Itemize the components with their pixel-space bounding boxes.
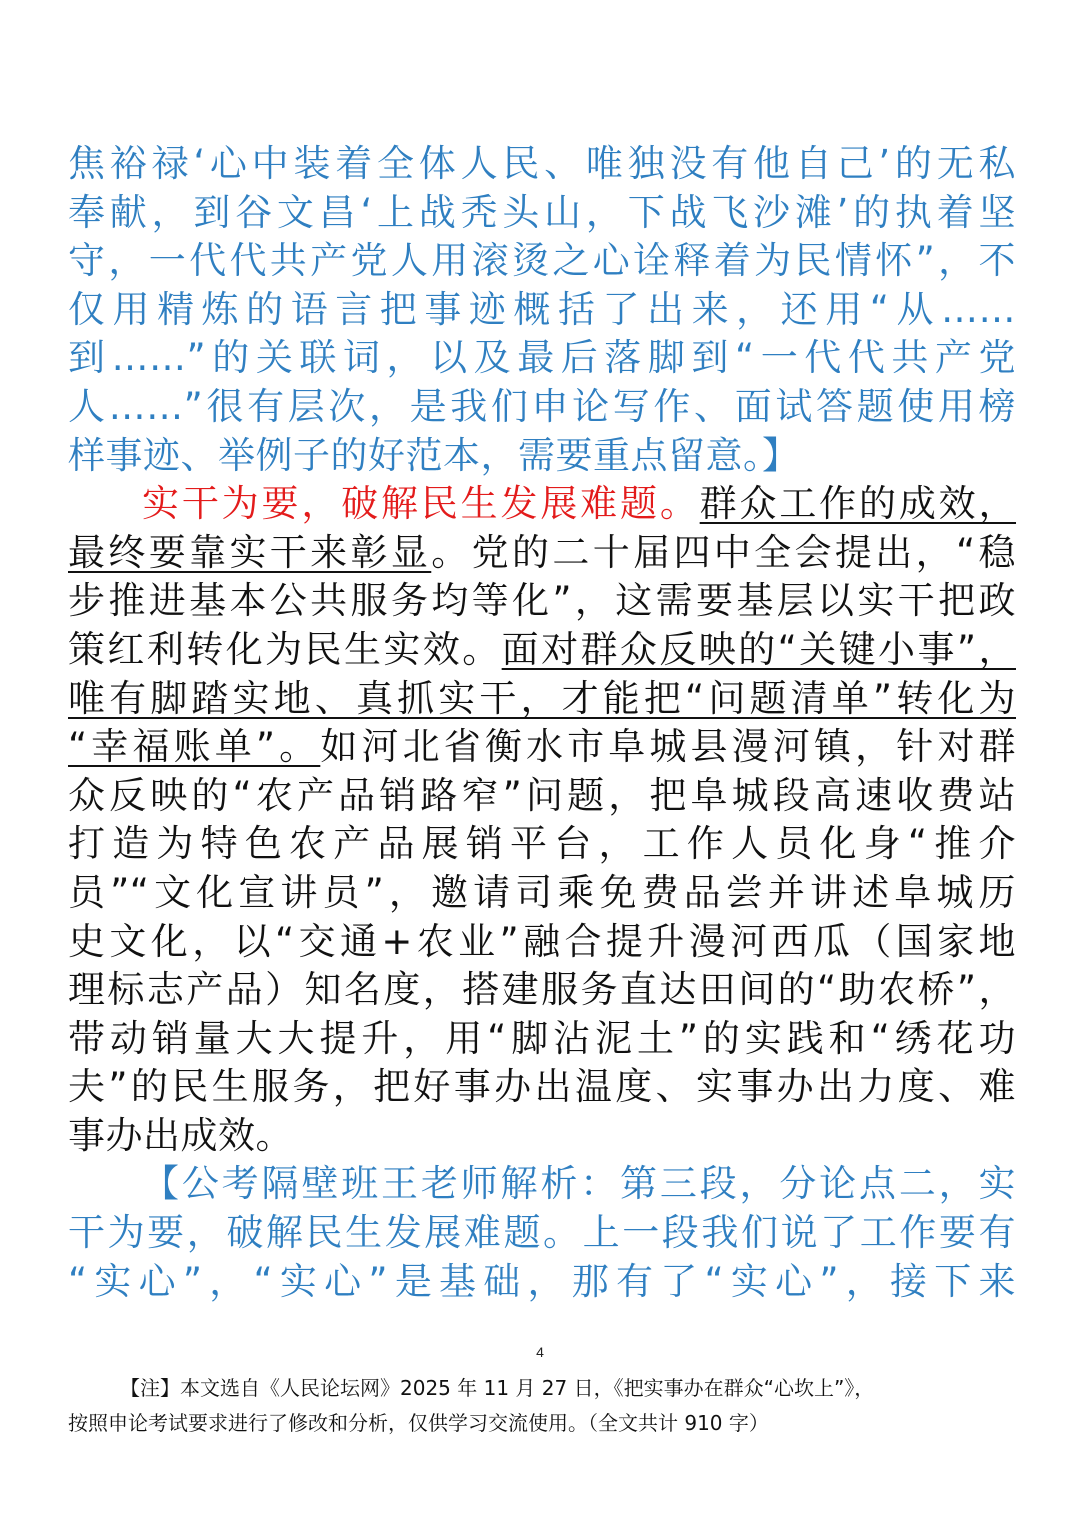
paragraph-line bbox=[68, 675, 1016, 724]
key-sentence: “幸福账单”。 bbox=[68, 725, 321, 769]
paragraph-line: 史文化，以“交通+农业”融合提升漫河西瓜（国家地 bbox=[68, 919, 1016, 963]
key-sentence: 最终要靠实干来彰显 bbox=[68, 530, 432, 574]
body-text bbox=[68, 140, 1016, 1306]
paragraph-line bbox=[68, 529, 1016, 578]
key-sentence: 唯有脚踏实地、真抓实干，才能把“问题清单”转化为 bbox=[68, 676, 1016, 720]
footnote-line: 【注】本文选自《人民论坛网》2025 年 11 月 27 日，《把实事办在群众“心坎上”》， bbox=[120, 1376, 875, 1400]
paragraph-line: 事办出成效。 bbox=[68, 1113, 293, 1157]
key-sentence: 面对群众反映的“关键小事”， bbox=[501, 627, 1016, 671]
paragraph-line: 带动销量大大提升，用“脚沾泥土”的实践和“绣花功 bbox=[68, 1016, 1016, 1060]
analysis-line: 干为要，破解民生发展难题。上一段我们说了工作要有 bbox=[68, 1211, 1016, 1255]
paragraph-line: 夫”的民生服务，把好事办出温度、实事办出力度、难 bbox=[68, 1065, 1016, 1109]
page-number: 4 bbox=[536, 1344, 544, 1360]
paragraph-text: 。党的二十届四中全会提出，“稳 bbox=[431, 530, 1017, 574]
paragraph-line bbox=[68, 723, 1016, 772]
paragraph-text: 策红利转化为民生实效。 bbox=[68, 627, 502, 671]
analysis-line: 焦裕禄‘心中装着全体人民、唯独没有他自己’的无私 bbox=[68, 142, 1016, 185]
paragraph-line bbox=[68, 626, 1016, 675]
analysis-line: 奉献，到谷文昌‘上战秃头山，下战飞沙滩’的执着坚 bbox=[68, 190, 1016, 234]
footnote bbox=[68, 1371, 1016, 1441]
paragraph-line: 步推进基本公共服务均等化”，这需要基层以实干把政 bbox=[68, 579, 1016, 623]
key-sentence: 群众工作的成效， bbox=[699, 482, 1017, 526]
paragraph-text: 如河北省衡水市阜城县漫河镇，针对群 bbox=[320, 725, 1017, 769]
analysis-line: 人……”很有层次，是我们申论写作、面试答题使用榜 bbox=[68, 384, 1016, 428]
analysis-line: 守，一代代共产党人用滚烫之心诠释着为民情怀”，不 bbox=[68, 239, 1016, 283]
analysis-line: 仅用精炼的语言把事迹概括了出来，还用“从…… bbox=[68, 287, 1016, 331]
analysis-line: 到……”的关联词，以及最后落脚到“一代代共产党 bbox=[68, 336, 1016, 380]
analysis-line: 样事迹、举例子的好范本，需要重点留意。】 bbox=[68, 433, 800, 477]
paragraph-line: 打造为特色农产品展销平台，工作人员化身“推介 bbox=[68, 822, 1016, 866]
paragraph-line bbox=[68, 480, 1016, 529]
analysis-line: 【公考隔壁班王老师解析：第三段，分论点二，实 bbox=[142, 1162, 1016, 1206]
paragraph-line: 理标志产品）知名度，搭建服务直达田间的“助农桥”， bbox=[68, 968, 1016, 1012]
section-heading: 实干为要，破解民生发展难题。 bbox=[142, 482, 700, 526]
paragraph-line: 众反映的“农产品销路窄”问题，把阜城段高速收费站 bbox=[68, 773, 1016, 817]
analysis-line: “实心”，“实心”是基础，那有了“实心”，接下来 bbox=[68, 1259, 1016, 1303]
paragraph-line: 员”“文化宣讲员”，邀请司乘免费品尝并讲述阜城历 bbox=[68, 870, 1016, 914]
footnote-line: 按照申论考试要求进行了修改和分析，仅供学习交流使用。（全文共计 910 字） bbox=[68, 1411, 769, 1435]
